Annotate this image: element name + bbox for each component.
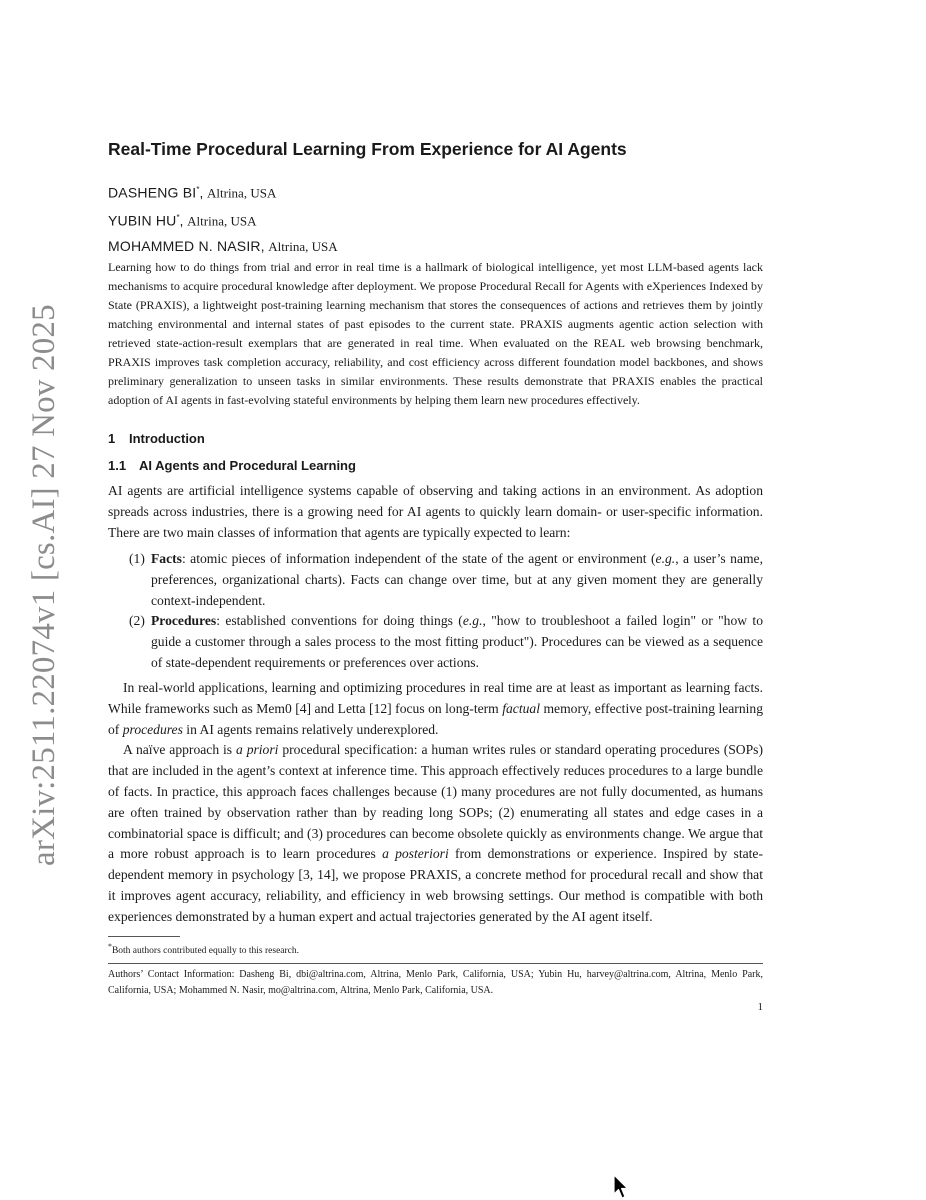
author-affiliation: Altrina, USA	[207, 185, 277, 201]
list-marker: (1)	[129, 551, 145, 566]
subsection-number: 1.1	[108, 458, 127, 473]
author-entry: DASHENG BI*, Altrina, USA	[108, 184, 277, 201]
list-text: : established conventions for doing things (	[216, 613, 463, 629]
list-term: Procedures	[151, 613, 217, 629]
author-affiliation: Altrina, USA	[187, 213, 257, 229]
footnote-text: Both authors contributed equally to this research.	[111, 946, 300, 957]
footnote	[108, 940, 763, 958]
equal-contribution-mark: *	[176, 213, 180, 222]
paragraph-naive-approach	[108, 740, 763, 927]
text-run-italic: factual	[502, 700, 540, 716]
subsection-title: AI Agents and Procedural Learning	[139, 458, 356, 473]
text-run-italic: a posteriori	[382, 846, 449, 862]
arxiv-identifier-stamp: arXiv:2511.22074v1 [cs.AI] 27 Nov 2025	[26, 304, 62, 866]
list-term: Facts	[151, 551, 182, 566]
author-entry: MOHAMMED N. NASIR, Altrina, USA	[108, 238, 338, 254]
author-name: MOHAMMED N. NASIR	[108, 238, 261, 254]
list-marker: (2)	[129, 613, 145, 629]
author-name: YUBIN HU	[108, 212, 177, 229]
author-contact-information: Authors’ Contact Information: Dasheng Bi, dbi@altrina.com, Altrina, Menlo Park, California, USA; Yubin Hu, harvey@altrina.com, Altrina, Menlo Park, California, USA; Mohammed N. Nasir, mo@altrina.com, Altrina, Menlo Park, California, USA.	[108, 969, 763, 996]
text-run-italic: a priori	[236, 742, 279, 758]
text-run: from demonstrations or experience. Inspired by state-dependent memory in psychology [3, 14], we propose PRAXIS, a concrete method for procedural recall and show that it improves agent accuracy, reliability, and efficiency in web browsing settings. Our method is compatible with both experiences demonstrated by a human expert and actual trajectories generated by the AI agent itself.	[108, 846, 763, 924]
list-text-eg: e.g.	[655, 551, 676, 566]
text-run: A naïve approach is	[123, 742, 236, 758]
intro-paragraph: AI agents are artificial intelligence systems capable of observing and taking actions in an environment. As adoption spreads across industries, there is a growing need for AI agents to quickly learn domain- or user-specific information. There are two main classes of information that agents are typically expected to learn:	[108, 483, 763, 540]
footnote-mark: *	[108, 942, 112, 951]
subsection-heading-agents-procedural-learning	[108, 457, 763, 475]
page-number: 1	[757, 1001, 763, 1013]
section-number: 1	[108, 431, 116, 446]
author-affiliation: Altrina, USA	[268, 239, 338, 254]
information-classes-list	[108, 549, 763, 674]
author-name: DASHENG BI	[108, 184, 197, 201]
contact-divider	[108, 963, 763, 964]
list-item-facts	[108, 549, 763, 611]
author-entry: YUBIN HU*, Altrina, USA	[108, 212, 257, 229]
text-run: in AI agents remains relatively underexplored.	[182, 721, 439, 737]
text-run-italic: procedures	[122, 721, 183, 737]
list-item-procedures	[108, 611, 763, 673]
list-text: , "how to troubleshoot a failed login" or "how to guide a customer through a sales process to the most fitting product"). Procedures can be viewed as a sequence of state-dependent requirements or preferences over actions.	[151, 613, 764, 670]
text-run: memory, effective post-training learning of	[108, 700, 764, 737]
paragraph-real-world	[108, 678, 763, 740]
list-text-eg: e.g.	[462, 613, 483, 629]
equal-contribution-mark: *	[196, 185, 200, 194]
section-title: Introduction	[129, 431, 205, 446]
author-list	[108, 178, 763, 260]
text-run: In real-world applications, learning and optimizing procedures in real time are at least as important as learning facts. While frameworks such as Mem0 [4] and Letta [12] focus on long-term	[108, 680, 763, 716]
list-text: , a user’s name, preferences, organizational charts). Facts can change over time, but at any given moment they are generally context-independent.	[151, 551, 763, 608]
section-heading-introduction	[108, 430, 763, 448]
abstract: Learning how to do things from trial and error in real time is a hallmark of biological intelligence, yet most LLM-based agents lack mechanisms to acquire procedural knowledge after deployment. We propose Procedural Recall for Agents with eXperiences Indexed by State (PRAXIS), a lightweight post-training learning mechanism that stores the consequences of actions and retrieves them by jointly matching environmental and internal states of past episodes to the current state. PRAXIS augments agentic action selection with retrieved state-action-result exemplars that are generated in real time. When evaluated on the REAL web browsing benchmark, PRAXIS improves task completion accuracy, reliability, and cost efficiency across different foundation model backbones, and shows preliminary generalization to unseen tasks in similar environments. These results demonstrate that PRAXIS enables the practical adoption of AI agents in fast-evolving stateful environments by helping them learn new procedures effectively.	[108, 260, 763, 407]
list-text: : atomic pieces of information independent of the state of the agent or environment (	[181, 551, 656, 566]
footnote-divider	[108, 936, 180, 937]
paper-title: Real-Time Procedural Learning From Experience for AI Agents	[108, 139, 627, 159]
body-paragraphs	[108, 678, 763, 928]
mouse-cursor-icon	[613, 1174, 629, 1200]
text-run: procedural specification: a human writes rules or standard operating procedures (SOPs) that are included in the agent’s context at inference time. This approach effectively reduces procedures to a large bundle of facts. In practice, this approach faces challenges because (1) many procedures are not fully documented, as humans are often trained by observation rather than by reading long SOPs; (2) enumerating all states and edge cases in a combinatorial space is difficult; and (3) procedures can become obsolete quickly as environments change. We argue that a more robust approach is to learn procedures	[108, 742, 763, 862]
